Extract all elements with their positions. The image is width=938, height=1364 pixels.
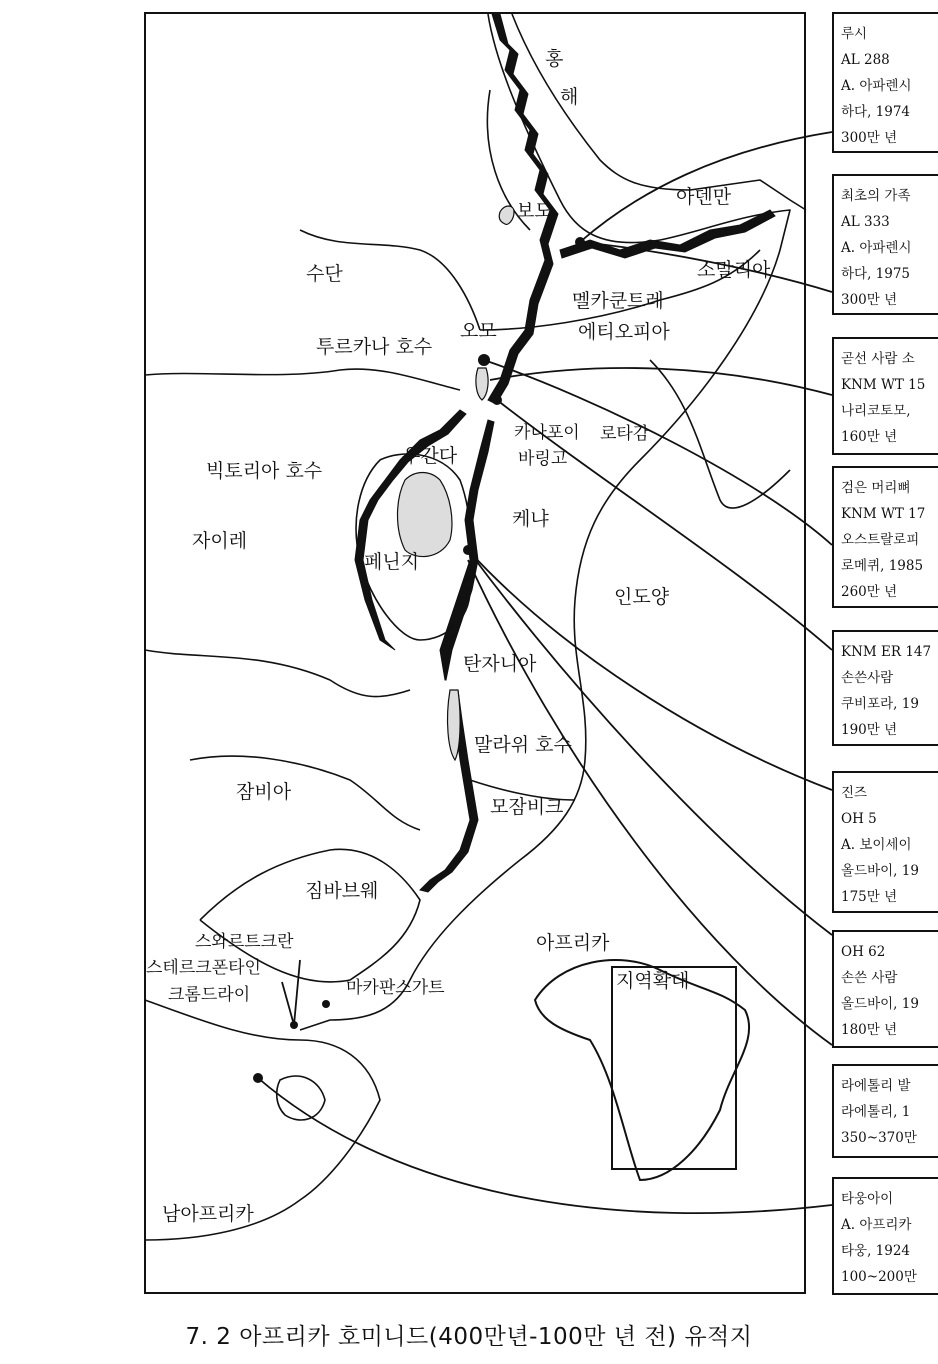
label-lake-victoria: 빅토리아 호수 (206, 460, 323, 482)
site-box-line: 하다, 1974 (841, 104, 911, 120)
label-melka-kunture: 멜카쿤트레 (572, 290, 664, 312)
inset-region-rect (612, 967, 736, 1169)
somalia-border (650, 360, 790, 508)
label-region-enlarged: 지역확대 (616, 970, 690, 992)
label-zaire: 자이레 (192, 530, 248, 552)
site-box-line: 타웅아이 (841, 1191, 894, 1207)
site-box-line: 로메퀴, 1985 (841, 558, 924, 574)
site-box-taung (832, 1177, 938, 1295)
leader-kromdraai (282, 982, 294, 1025)
label-mozambique: 모잠비크 (490, 796, 564, 818)
label-indian-ocean: 인도양 (614, 586, 670, 608)
label-makapansgat: 마카판스가트 (346, 978, 445, 998)
label-sudan: 수단 (306, 263, 343, 285)
label-kromdraai: 크롬드라이 (168, 985, 251, 1005)
site-box-line: 175만 년 (841, 889, 898, 905)
site-box-er1470 (832, 630, 938, 746)
figure-caption: 7. 2 아프리카 호미니드(400만년-100만 년 전) 유적지 (185, 1324, 753, 1350)
site-box-line: AL 288 (841, 52, 890, 68)
site-box-line: 쿠비포라, 19 (841, 696, 919, 712)
zaire-border (145, 650, 410, 697)
site-box-line: A. 아프리카 (841, 1217, 912, 1233)
lake-victoria-fill (398, 473, 452, 557)
leader-taung (258, 1078, 832, 1213)
site-box-line: 100~200만 (841, 1269, 917, 1285)
red-sea-coast (512, 14, 806, 210)
site-box-line: 손쓴사람 (841, 670, 894, 686)
label-gulf-of-aden: 아덴만 (676, 186, 732, 208)
label-bodo: 보도 (516, 200, 553, 222)
label-zambia: 잠비아 (236, 781, 292, 803)
label-africa: 아프리카 (536, 932, 610, 954)
label-lake-turkana: 투르카나 호수 (316, 336, 433, 358)
site-box-line: 350~370만 (841, 1130, 917, 1146)
site-box-line: A. 아파렌시 (841, 78, 912, 94)
site-box-line: 올드바이, 19 (841, 863, 919, 879)
site-box-line: 180만 년 (841, 1022, 898, 1038)
site-box-lucy (832, 12, 938, 153)
site-box-line: 300만 년 (841, 292, 898, 308)
site-box-wt15000 (832, 337, 938, 455)
site-box-wt17000 (832, 466, 938, 608)
label-omo: 오모 (460, 320, 497, 342)
site-box-first-family (832, 174, 938, 315)
bodo-marker (499, 206, 514, 224)
zambia-border (190, 756, 420, 830)
label-tanzania: 탄자니아 (463, 653, 537, 675)
site-box-line: 곧선 사람 소 (841, 351, 915, 367)
site-makapansgat-dot (322, 1000, 330, 1008)
site-box-line: OH 5 (841, 811, 877, 827)
lake-malawi-fill (448, 690, 461, 760)
label-ethiopia: 에티오피아 (578, 321, 670, 343)
label-kanapoi: 카나포이 (514, 423, 580, 443)
site-box-line: 190만 년 (841, 722, 898, 738)
site-box-line: 나리코토모, (841, 403, 911, 419)
site-box-line: A. 보이세이 (841, 837, 912, 853)
lake-turkana-fill (476, 368, 488, 400)
site-box-laetoli (832, 1064, 938, 1158)
site-box-line: AL 333 (841, 214, 890, 230)
inset-africa (535, 960, 749, 1180)
site-box-line: 올드바이, 19 (841, 996, 919, 1012)
site-box-line: KNM ER 147 (841, 644, 932, 660)
label-sterkfontein: 스테르크폰타인 (146, 958, 261, 978)
site-box-oh5 (832, 771, 938, 913)
site-box-line: 하다, 1975 (841, 266, 911, 282)
site-box-line: OH 62 (841, 944, 886, 960)
site-box-line: A. 아파렌시 (841, 240, 912, 256)
site-box-line: 검은 머리뼈 (841, 480, 911, 496)
site-box-oh62 (832, 930, 938, 1048)
site-box-line: 진즈 (841, 785, 868, 801)
site-box-line: 타웅, 1924 (841, 1243, 911, 1259)
label-south-africa: 남아프리카 (162, 1203, 254, 1225)
label-lake-malawi: 말라위 호수 (474, 734, 572, 756)
site-box-line: 라에톨리 발 (841, 1078, 911, 1094)
label-zimbabwe: 짐바브웨 (305, 880, 379, 902)
label-peninj: 페닌지 (364, 551, 420, 573)
label-uganda: 우간다 (402, 445, 458, 467)
label-swartkrans: 스와르트크란 (195, 932, 294, 952)
site-box-line: 300만 년 (841, 130, 898, 146)
label-red-sea-1: 홍 (545, 48, 564, 70)
site-box-line: 오스트랄로피 (841, 532, 920, 548)
site-box-line: 최초의 가족 (841, 188, 911, 204)
site-box-line: 160만 년 (841, 429, 898, 445)
label-red-sea-2: 해 (560, 86, 579, 108)
label-kenya: 케냐 (512, 508, 549, 530)
site-box-line: 260만 년 (841, 584, 898, 600)
label-somalia: 소말리아 (697, 259, 771, 281)
site-box-line: 루시 (841, 26, 868, 42)
site-box-line: KNM WT 15 (841, 377, 926, 393)
leader-sterkfontein (294, 960, 300, 1025)
site-box-line: 손쓴 사람 (841, 970, 898, 986)
site-box-line: KNM WT 17 (841, 506, 926, 522)
inner-border-1 (145, 369, 460, 390)
label-lothagam: 로타감 (600, 424, 650, 444)
label-baringo: 바링고 (518, 449, 568, 469)
site-box-line: 라에톨리, 1 (841, 1104, 911, 1120)
